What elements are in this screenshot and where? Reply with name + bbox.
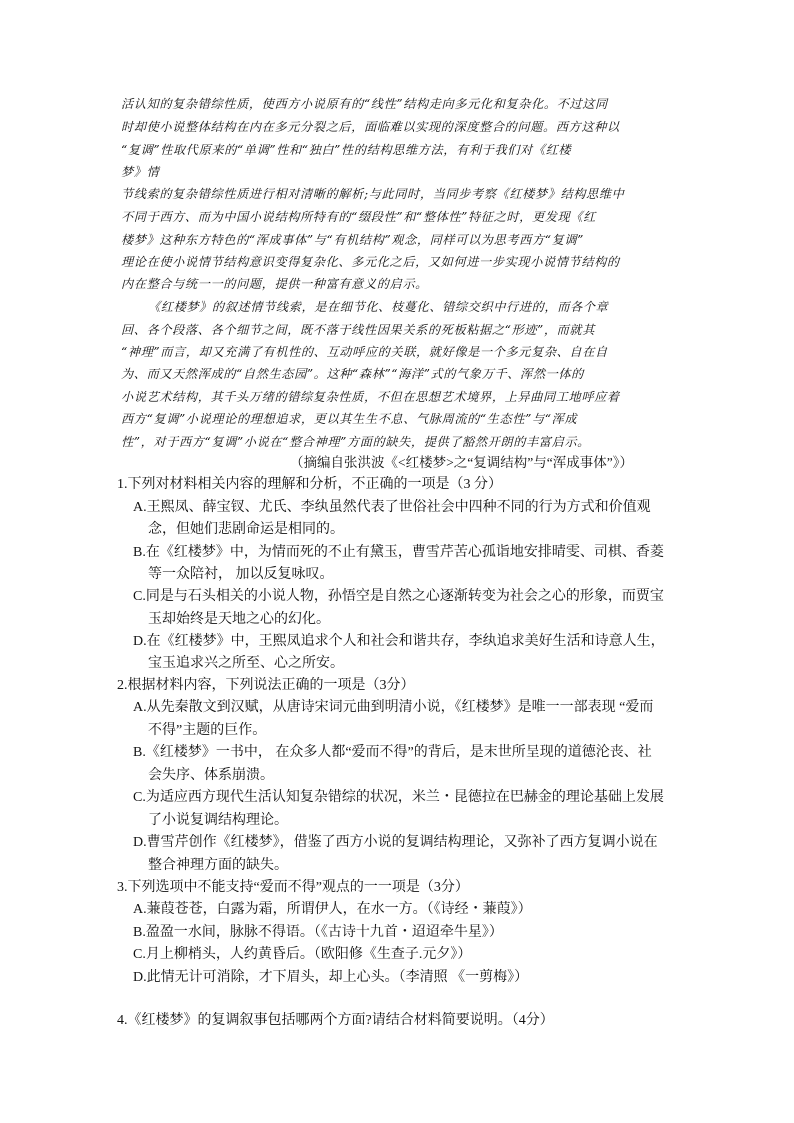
option-b-continued: 等一众陪衬， 加以反复咏叹。 bbox=[148, 567, 334, 582]
option-b: B.《红楼梦》一书中， 在众多人都“爱而不得”的背后，是末世所呈现的道德沦丧、社 bbox=[133, 745, 652, 760]
passage-line: 为、而又天然浑成的“自然生态园”。这种“森林”“海洋”式的气象万千、浑然一体的 bbox=[121, 367, 584, 381]
passage-line: 楼梦》这种东方特色的“浑成事体”与“有机结构”观念，同样可以为思考西方“复调” bbox=[121, 233, 584, 247]
question-stem: 1.下列对材料相关内容的理解和分析，不正确的一项是（3 分） bbox=[117, 477, 502, 492]
passage-line: 性”，对于西方“复调”小说在“整合神理”方面的缺失，提供了豁然开朗的丰富启示。 bbox=[121, 435, 590, 449]
option-c-continued: 了小说复调结构理论。 bbox=[148, 813, 288, 828]
option-d-continued: 整合神理方面的缺失。 bbox=[148, 858, 288, 873]
passage-line: “神理”而言，却又充满了有机性的、互动呼应的关联，就好像是一个多元复杂、自在自 bbox=[121, 345, 608, 359]
option-b: B.在《红楼梦》中，为情而死的不止有黛玉，曹雪芹苦心孤诣地安排晴雯、司棋、香菱 bbox=[133, 545, 664, 560]
passage-line: 梦》情 bbox=[121, 165, 160, 179]
option-a-continued: 不得”主题的巨作。 bbox=[148, 723, 267, 738]
option-d: D.在《红楼梦》中，王熙凤追求个人和社会和谐共存，李纨追求美好生活和诗意人生， bbox=[133, 634, 665, 649]
option-d: D.曹雪芹创作《红楼梦》，借鉴了西方小说的复调结构理论，又弥补了西方复调小说在 bbox=[133, 835, 658, 850]
option-d: D.此情无计可消除，才下眉头，却上心头。（李清照 《一剪梅》） bbox=[133, 970, 529, 985]
question-stem: 4.《红楼梦》的复调叙事包括哪两个方面?请结合材料简要说明。（4分） bbox=[117, 1013, 554, 1028]
passage-line: 《红楼梦》的叙述情节线索，是在细节化、枝蔓化、错综交织中行进的，而各个章 bbox=[148, 300, 609, 314]
passage-line: 时却使小说整体结构在内在多元分裂之后，面临难以实现的深度整合的问题。西方这种以 bbox=[121, 120, 620, 134]
passage-line: “复调”性取代原来的“单调”性和“独白”性的结构思维方法，有利于我们对《红楼 bbox=[121, 143, 572, 157]
question-stem: 2.根据材料内容，下列说法正确的一项是（3分） bbox=[117, 678, 415, 693]
option-b-continued: 会失序、体系崩溃。 bbox=[148, 768, 274, 783]
passage-line: 节线索的复杂错综性质进行相对清晰的解析;与此同时，当同步考察《红楼梦》结构思维中 bbox=[121, 187, 625, 201]
option-c: C.为适应西方现代生活认知复杂错综的状况，米兰・昆德拉在巴赫金的理论基础上发展 bbox=[133, 790, 664, 805]
passage-line: 理论在使小说情节结构意识变得复杂化、多元化之后，又如何进一步实现小说情节结构的 bbox=[121, 255, 620, 269]
option-a: A.蒹葭苍苍，白露为霜，所谓伊人，在水一方。（《诗经・蒹葭》） bbox=[133, 902, 532, 917]
option-a: A.王熙凤、薛宝钗、尤氏、李纨虽然代表了世俗社会中四种不同的行为方式和价值观 bbox=[133, 500, 651, 515]
question-stem: 3.下列选项中不能支持“爱而不得”观点的一一项是（3分） bbox=[117, 880, 469, 895]
passage-line: 小说艺术结构，其千头万绪的错综复杂性质，不但在思想艺术境界，上异曲同工地呼应着 bbox=[121, 390, 620, 404]
passage-line: 活认知的复杂错综性质，使西方小说原有的“线性”结构走向多元化和复杂化。不过这同 bbox=[121, 97, 608, 111]
passage-line: 不同于西方、而为中国小说结构所特有的“缀段性”和“整体性”特征之时，更发现《红 bbox=[121, 210, 596, 224]
passage-line: 回、各个段落、各个细节之间，既不落于线性因果关系的死板粘据之“形迹”，而就其 bbox=[121, 323, 596, 337]
option-a: A.从先秦散文到汉赋，从唐诗宋词元曲到明清小说，《红楼梦》是唯一一部表现 “爱而 bbox=[133, 700, 654, 715]
option-c: C.同是与石头相关的小说人物，孙悟空是自然之心逐渐转变为社会之心的形象，而贾宝 bbox=[133, 589, 664, 604]
option-c: C.月上柳梢头，人约黄昏后。（欧阳修《生查子.元夕》） bbox=[133, 947, 472, 962]
option-d-continued: 宝玉追求兴之所至、心之所安。 bbox=[148, 656, 344, 671]
passage-source: （摘编自张洪波《<红楼梦>之“复调结构”与“浑成事体”》） bbox=[290, 455, 633, 470]
passage-line: 西方“复调”小说理论的理想追求，更以其生生不息、气脉周流的“生态性”与“浑成 bbox=[121, 412, 578, 426]
passage-line: 内在整合与统一一的问题，提供一种富有意义的启示。 bbox=[121, 277, 428, 291]
option-c-continued: 玉却始终是天地之心的幻化。 bbox=[148, 612, 330, 627]
option-a-continued: 念，但她们悲剧命运是相同的。 bbox=[148, 522, 344, 537]
option-b: B.盈盈一水间，脉脉不得语。（《古诗十九首・迢迢牵牛星》） bbox=[133, 925, 503, 940]
